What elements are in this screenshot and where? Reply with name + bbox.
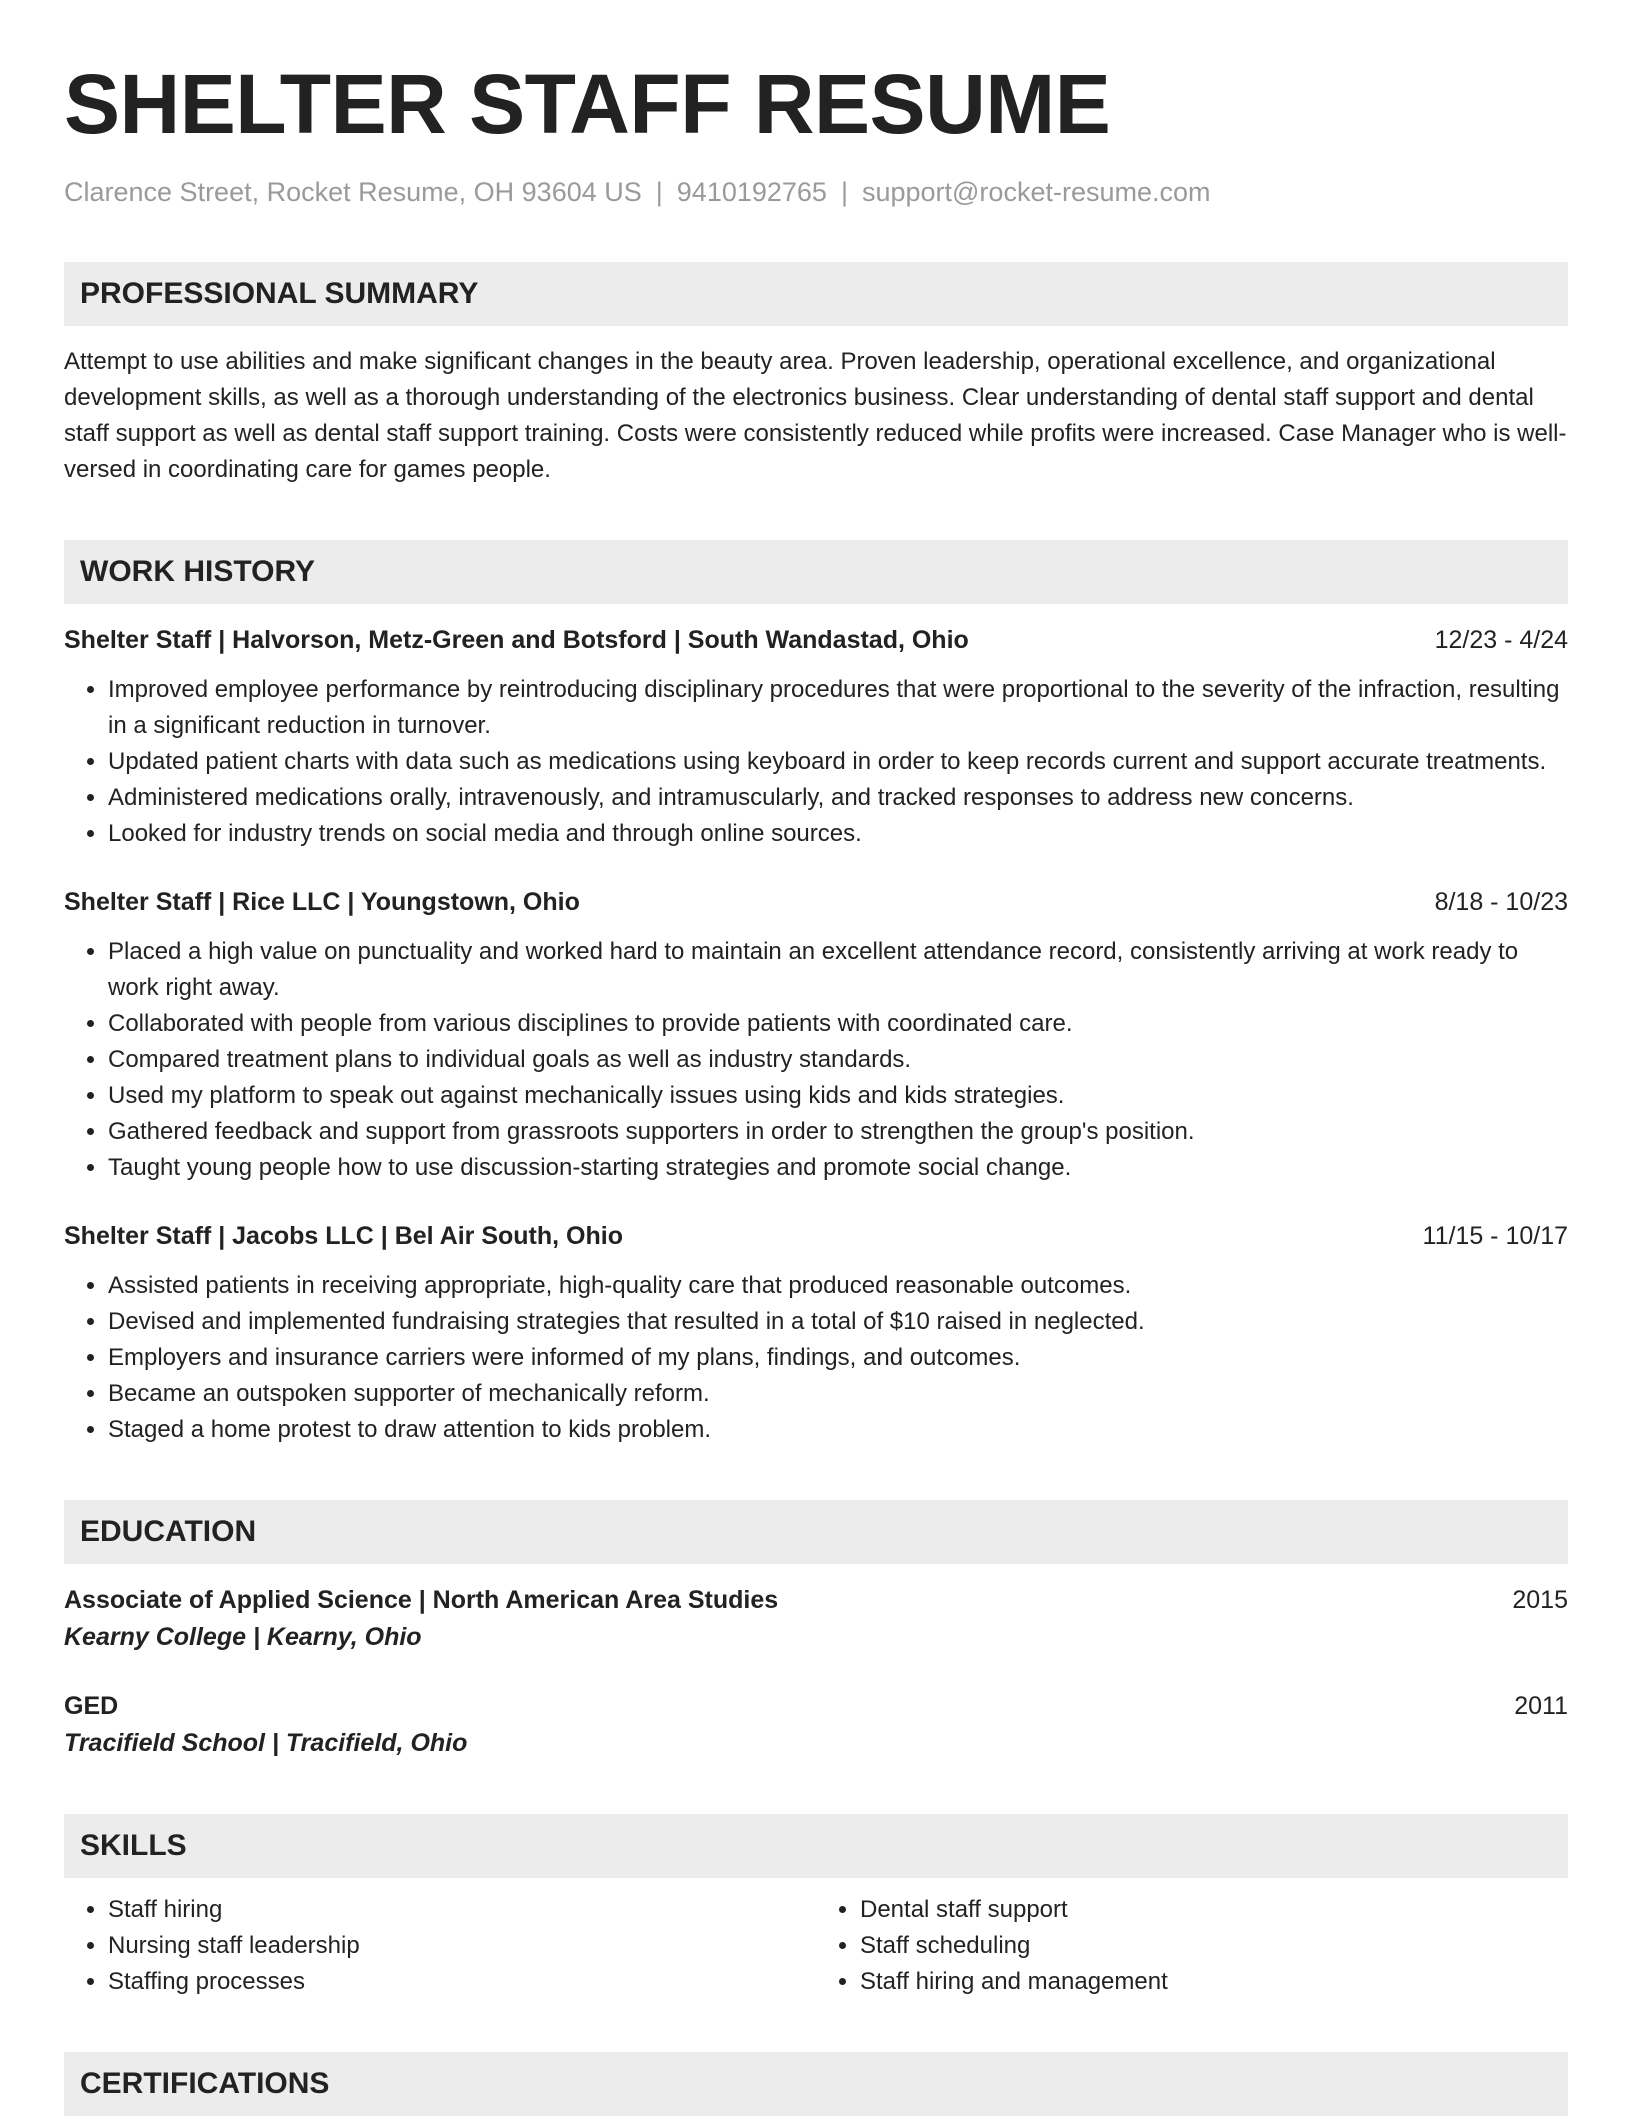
job-bullets: [64, 934, 1568, 1186]
skill-item: • Staff scheduling: [860, 1928, 1568, 1964]
job-bullets: [64, 1268, 1568, 1448]
education-header: [64, 1688, 1568, 1724]
job-header: [64, 884, 1568, 920]
skill-item: • Dental staff support: [860, 1892, 1568, 1928]
summary-text: Attempt to use abilities and make significant changes in the beauty area. Proven leadership, operational excellence, and organizational development skills, as well as a thorough understanding of the electronics business. Clear understanding of dental staff support and dental staff support as well as dental staff support training. Costs were consistently reduced while profits were increased. Case Manager who is well-versed in coordinating care for games people.: [64, 348, 1567, 483]
job-bullet: • Devised and implemented fundraising strategies that resulted in a total of $10 raised in neglected.: [108, 1304, 1568, 1340]
resume-title: SHELTER STAFF RESUME: [64, 57, 1111, 151]
job-title: Shelter Staff | Rice LLC | Youngstown, Ohio: [64, 888, 580, 916]
job-dates: 11/15 - 10/17: [1422, 1222, 1568, 1250]
job-title: Shelter Staff | Jacobs LLC | Bel Air South, Ohio: [64, 1222, 623, 1250]
job-dates: 12/23 - 4/24: [1434, 626, 1568, 654]
job-entry: [64, 884, 1568, 1186]
job-entry: [64, 622, 1568, 852]
education-degree: GED: [64, 1692, 119, 1720]
education-school: Kearny College | Kearny, Ohio: [64, 1623, 422, 1651]
job-bullet: • Updated patient charts with data such as medications using keyboard in order to keep records current and support accurate treatments.: [108, 744, 1568, 780]
education-school: Tracifield School | Tracifield, Ohio: [64, 1729, 468, 1757]
job-title: Shelter Staff | Halvorson, Metz-Green and Botsford | South Wandastad, Ohio: [64, 626, 969, 654]
job-bullet: • Looked for industry trends on social media and through online sources.: [108, 816, 1568, 852]
job-bullet: • Administered medications orally, intravenously, and intramuscularly, and tracked responses to address new concerns.: [108, 780, 1568, 816]
job-bullet: • Assisted patients in receiving appropriate, high-quality care that produced reasonable outcomes.: [108, 1268, 1568, 1304]
skills-column-right: [816, 1892, 1568, 2000]
job-bullet: • Staged a home protest to draw attention to kids problem.: [108, 1412, 1568, 1448]
job-header: [64, 1218, 1568, 1254]
job-bullet: • Collaborated with people from various disciplines to provide patients with coordinated care.: [108, 1006, 1568, 1042]
skills-column-left: [64, 1892, 816, 2000]
skill-item: • Staff hiring and management: [860, 1964, 1568, 2000]
skill-item: • Staffing processes: [108, 1964, 816, 2000]
job-bullet: • Improved employee performance by reintroducing disciplinary procedures that were proportional to the severity of the infraction, resulting in a significant reduction in turnover.: [108, 672, 1568, 744]
education-year: 2011: [1514, 1692, 1568, 1720]
education-entry: [64, 1688, 1568, 1762]
education-entry: [64, 1582, 1568, 1656]
skill-item: • Staff hiring: [108, 1892, 816, 1928]
job-bullets: [64, 672, 1568, 852]
job-bullet: • Used my platform to speak out against mechanically issues using kids and kids strategies.: [108, 1078, 1568, 1114]
contact-separator: |: [840, 177, 848, 207]
job-bullet: • Became an outspoken supporter of mechanically reform.: [108, 1376, 1568, 1412]
contact-phone: 9410192765: [676, 177, 827, 207]
section-heading-education: EDUCATION: [64, 1500, 1568, 1564]
section-heading-skills: SKILLS: [64, 1814, 1568, 1878]
job-header: [64, 622, 1568, 658]
education-year: 2015: [1512, 1586, 1568, 1614]
skills-list: [64, 1892, 1568, 2000]
section-heading-summary: PROFESSIONAL SUMMARY: [64, 262, 1568, 326]
job-bullet: • Compared treatment plans to individual goals as well as industry standards.: [108, 1042, 1568, 1078]
section-heading-certifications: CERTIFICATIONS: [64, 2052, 1568, 2116]
contact-address: Clarence Street, Rocket Resume, OH 93604 US: [64, 177, 642, 207]
contact-email: support@rocket-resume.com: [861, 177, 1211, 207]
job-bullet: • Placed a high value on punctuality and worked hard to maintain an excellent attendance record, consistently arriving at work ready to work right away.: [108, 934, 1568, 1006]
education-degree: Associate of Applied Science | North American Area Studies: [64, 1586, 779, 1614]
contact-separator: |: [655, 177, 663, 207]
job-dates: 8/18 - 10/23: [1434, 888, 1568, 916]
contact-line: [64, 174, 1568, 210]
skill-item: • Nursing staff leadership: [108, 1928, 816, 1964]
job-bullet: • Taught young people how to use discussion-starting strategies and promote social change.: [108, 1150, 1568, 1186]
job-bullet: • Employers and insurance carriers were informed of my plans, findings, and outcomes.: [108, 1340, 1568, 1376]
section-heading-work: WORK HISTORY: [64, 540, 1568, 604]
job-entry: [64, 1218, 1568, 1448]
education-header: [64, 1582, 1568, 1618]
job-bullet: • Gathered feedback and support from grassroots supporters in order to strengthen the group's position.: [108, 1114, 1568, 1150]
